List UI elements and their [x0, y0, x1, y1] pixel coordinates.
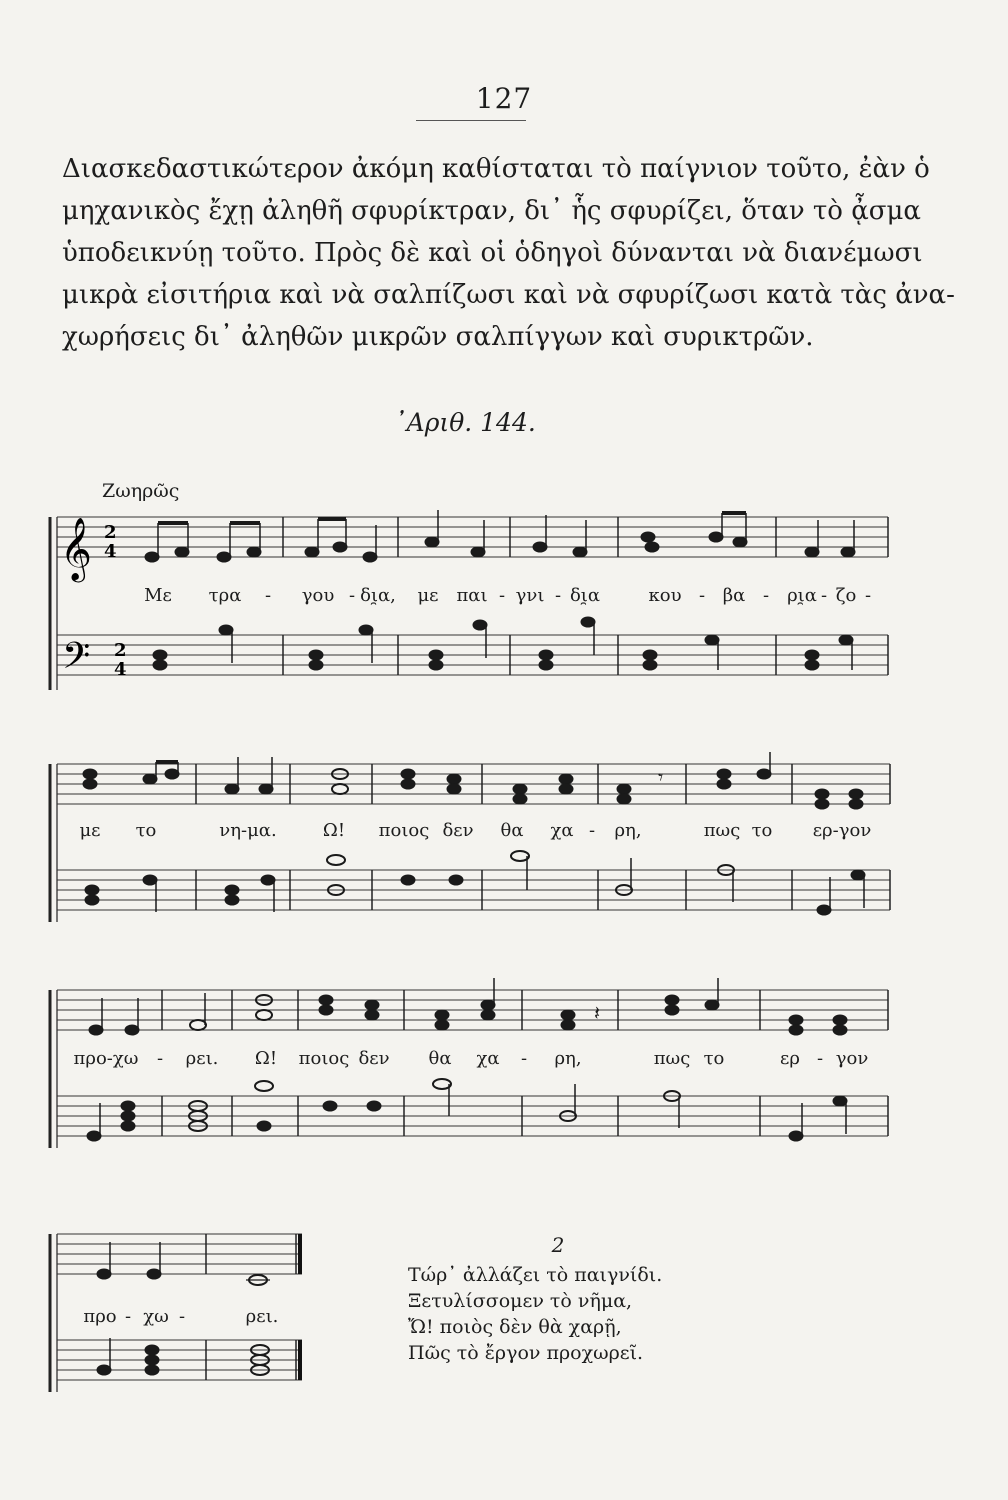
lyric-syllable: με — [79, 820, 101, 841]
stanza-2 — [408, 1232, 728, 1366]
prose-line: μικρὰ εἰσιτήρια καὶ νὰ σαλπίζωσι καὶ νὰ σφυρίζωσι κατὰ τὰς ἀνα- — [62, 280, 955, 310]
treble-clef-icon: 𝄞 — [60, 517, 92, 580]
prose-line: ὑποδεικνύῃ τοῦτο. Πρὸς δὲ καὶ οἱ ὁδηγοὶ δύνανται νὰ διανέμωσι — [62, 238, 923, 268]
lyric-syllable: χα — [550, 820, 574, 841]
lyric-syllable: το — [135, 820, 157, 841]
lyric-syllable: - — [816, 1048, 824, 1069]
music-system-1 — [0, 505, 1008, 705]
time-sig-lower-bass: 4 — [114, 659, 127, 680]
lyric-syllable: θα — [428, 1048, 452, 1069]
lyric-syllable: ρι̯α — [787, 585, 817, 606]
lyric-syllable: τρα — [208, 585, 242, 606]
svg-text:𝄽: 𝄽 — [594, 1001, 601, 1025]
lyric-syllable: ρη, — [614, 820, 642, 841]
lyric-syllable: ρει. — [245, 1306, 279, 1327]
lyric-syllable: - — [124, 1306, 132, 1327]
lyric-syllable: δεν — [442, 820, 474, 841]
lyric-syllable: χα — [476, 1048, 500, 1069]
lyric-syllable: - — [554, 585, 562, 606]
lyric-syllable: πως — [703, 820, 741, 841]
prose-line: μηχανικὸς ἔχῃ ἀληθῆ σφυρίκτραν, δι᾽ ἧς σφυρίζει, ὅταν τὸ ᾆσμα — [62, 196, 921, 226]
lyric-syllable: προ-χω — [73, 1048, 139, 1069]
lyric-syllable: γον — [835, 1048, 869, 1069]
prose-paragraph — [62, 148, 955, 358]
time-sig-lower: 4 — [104, 541, 117, 562]
lyric-syllable: Ω! — [254, 1048, 278, 1069]
lyric-syllable: - — [498, 585, 506, 606]
lyric-syllable: - — [348, 585, 356, 606]
lyric-syllable: το — [703, 1048, 725, 1069]
stanza-number: 2 — [551, 1233, 565, 1257]
lyric-syllable: ρει. — [185, 1048, 219, 1069]
music-system-4 — [0, 1222, 320, 1402]
music-system-3 — [0, 978, 1008, 1158]
piece-number: ᾿Αριθ. 144. — [394, 408, 536, 437]
lyric-syllable: - — [864, 585, 872, 606]
lyric-syllable: ποιος — [298, 1048, 350, 1069]
lyric-syllable: - — [588, 820, 596, 841]
page-number: 127 — [475, 82, 533, 115]
lyric-syllable: - — [178, 1306, 186, 1327]
lyric-syllable: με — [417, 585, 439, 606]
stanza-line: Τώρ᾽ ἀλλάζει τὸ παιγνίδι. — [408, 1264, 663, 1286]
time-sig-upper-bass: 2 — [114, 640, 127, 661]
lyric-syllable: - — [264, 585, 272, 606]
lyric-syllable: - — [520, 1048, 528, 1069]
lyric-syllable: Ω! — [322, 820, 346, 841]
lyric-syllable: δι̯α — [569, 585, 601, 606]
lyric-syllable: βα — [722, 585, 746, 606]
lyric-syllable: ρη, — [554, 1048, 582, 1069]
lyric-syllable: δι̯α, — [360, 585, 396, 606]
lyric-syllable: θα — [500, 820, 524, 841]
lyric-syllable: γνι — [515, 585, 545, 606]
tempo-marking: Ζωηρῶς — [102, 480, 180, 502]
stanza-line: Ὤ! ποιὸς δὲν θὰ χαρῇ, — [408, 1316, 622, 1338]
lyric-syllable: - — [156, 1048, 164, 1069]
lyric-syllable: προ — [83, 1306, 117, 1327]
lyric-syllable: - — [698, 585, 706, 606]
lyric-syllable: - — [820, 585, 828, 606]
prose-line: χωρήσεις δι᾽ ἀληθῶν μικρῶν σαλπίγγων καὶ συρικτρῶν. — [62, 322, 814, 352]
bass-clef-icon: 𝄢 — [62, 635, 91, 686]
lyric-syllable: νη-μα. — [219, 820, 277, 841]
lyric-syllable: ερ — [780, 1048, 800, 1069]
page-number-rule — [416, 120, 526, 121]
time-sig-upper: 2 — [104, 522, 117, 543]
lyric-syllable: δεν — [358, 1048, 390, 1069]
music-system-2 — [0, 752, 1008, 932]
stanza-line: Πῶς τὸ ἔργον προχωρεῖ. — [408, 1342, 644, 1364]
lyric-syllable: ποιος — [378, 820, 430, 841]
lyric-syllable: ερ-γον — [812, 820, 872, 841]
staff-graphic-2 — [0, 752, 1008, 932]
lyric-syllable: ζο — [835, 585, 857, 606]
lyric-syllable: - — [762, 585, 770, 606]
lyric-syllable: παι — [456, 585, 488, 606]
lyric-syllable: γου — [301, 585, 335, 606]
lyric-syllable: Με — [144, 585, 172, 606]
lyric-syllable: το — [751, 820, 773, 841]
prose-line: Διασκεδαστικώτερον ἀκόμη καθίσταται τὸ παίγνιον τοῦτο, ἐὰν ὁ — [62, 154, 930, 184]
lyric-syllable: χω — [143, 1306, 169, 1327]
lyric-syllable: κου — [648, 585, 682, 606]
svg-text:𝄾: 𝄾 — [658, 765, 664, 789]
stanza-line: Ξετυλίσσομεν τὸ νῆμα, — [408, 1290, 633, 1312]
lyric-syllable: πως — [653, 1048, 691, 1069]
